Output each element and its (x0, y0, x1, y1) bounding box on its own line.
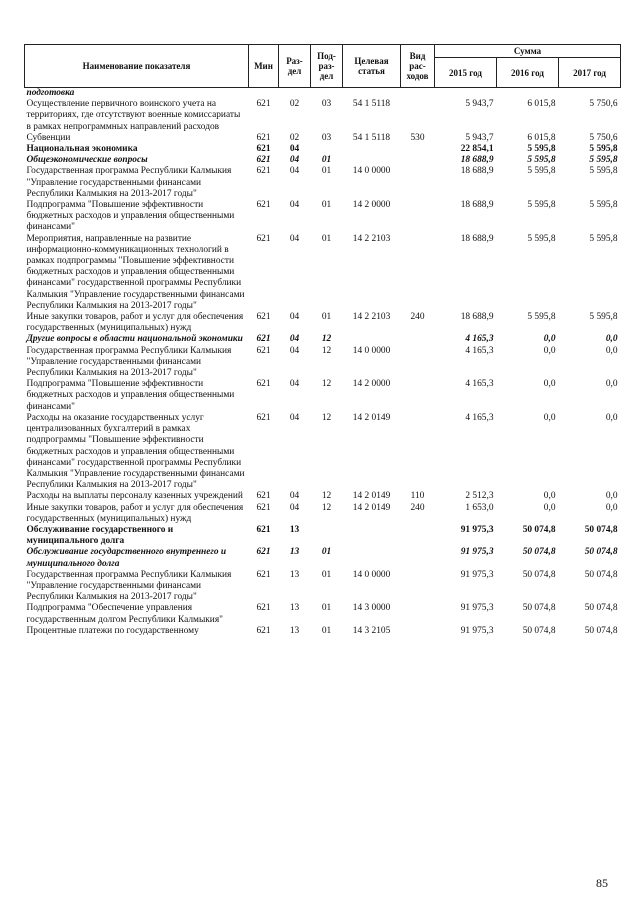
header-2015: 2015 год (435, 58, 497, 88)
cell-min: 621 (256, 412, 271, 423)
cell-2015: 91 975,3 (460, 625, 494, 636)
cell-2017: 5 595,8 (589, 233, 618, 244)
cell-name: Мероприятия, направленные на развитие информационно-коммуникационных технологий в рамках подпрограммы "Повышение эффективности бюджетных расходов и управления общественными финансами" государственной программы Республики Калмыкия "Управление государственными финансами Республики Калмыкия на 2013-2017 годы" (26, 233, 245, 311)
table-row (25, 144, 621, 155)
cell-name: Иные закупки товаров, работ и услуг для обеспечения государственных (муниципальных) нужд (26, 312, 244, 334)
cell-vid (401, 603, 435, 625)
cell-target (343, 334, 401, 345)
cell-podrazdel: 01 (321, 166, 332, 177)
cell-razdel: 04 (289, 200, 300, 211)
cell-target: 54 1 5118 (352, 99, 391, 110)
cell-vid (401, 413, 435, 491)
cell-podrazdel: 01 (321, 603, 332, 614)
cell-name: Подпрограмма "Обеспечение управления государственным долгом Республики Калмыкия" (26, 603, 223, 625)
cell-razdel: 13 (289, 625, 300, 636)
cell-2016: 5 595,8 (527, 166, 556, 177)
cell-podrazdel: 01 (321, 625, 332, 636)
cell-2015 (435, 88, 497, 100)
header-2016: 2016 год (497, 58, 559, 88)
cell-vid (401, 99, 435, 133)
cell-2017: 0,0 (605, 334, 618, 345)
cell-vid (401, 626, 435, 637)
cell-vid (401, 234, 435, 312)
cell-razdel: 04 (289, 233, 300, 244)
cell-target: 14 2 0000 (352, 379, 391, 390)
cell-razdel: 04 (289, 312, 300, 323)
cell-razdel: 04 (289, 155, 300, 166)
cell-name: Иные закупки товаров, работ и услуг для обеспечения государственных (муниципальных) нужд (26, 502, 244, 524)
cell-min: 621 (256, 502, 271, 513)
table-row (25, 379, 621, 413)
cell-target (343, 547, 401, 569)
cell-name: Государственная программа Республики Калмыкия "Управление государственными финансами Республики Калмыкия на 2013-2017 годы" (26, 569, 232, 603)
cell-target: 14 2 2103 (352, 233, 391, 244)
cell-2016: 0,0 (543, 502, 556, 513)
cell-name: Расходы на выплаты персоналу казенных учреждений (26, 491, 243, 502)
cell-min: 621 (256, 312, 271, 323)
cell-2016: 5 595,8 (527, 200, 556, 211)
cell-name: Национальная экономика (26, 144, 138, 155)
cell-2016: 0,0 (543, 412, 556, 423)
cell-2016: 0,0 (543, 491, 556, 502)
cell-vid: 110 (410, 491, 425, 502)
table-row (25, 503, 621, 525)
cell-target: 14 3 2105 (352, 625, 391, 636)
cell-min: 621 (256, 625, 271, 636)
cell-name: Обслуживание государственного и муниципального долга (26, 524, 174, 547)
cell-2016: 5 595,8 (527, 144, 556, 155)
header-razdel: Раз- дел (279, 45, 311, 88)
cell-2017: 5 750,6 (589, 132, 618, 143)
cell-2015: 18 688,9 (460, 155, 494, 166)
cell-target: 14 2 0149 (352, 502, 391, 513)
table-row (25, 99, 621, 133)
cell-2015: 2 512,3 (465, 491, 494, 502)
cell-min: 621 (256, 491, 271, 502)
cell-razdel: 04 (289, 166, 300, 177)
cell-min: 621 (256, 524, 271, 535)
table-row (25, 603, 621, 625)
cell-razdel: 04 (289, 144, 300, 155)
cell-vid (401, 166, 435, 200)
cell-min: 621 (256, 155, 271, 166)
cell-razdel: 13 (289, 524, 300, 535)
cell-target: 14 2 0149 (352, 412, 391, 423)
table-row (25, 166, 621, 200)
cell-razdel: 13 (289, 603, 300, 614)
table-row (25, 155, 621, 166)
cell-podrazdel: 03 (321, 132, 332, 143)
header-statya: Целевая статья (343, 45, 401, 88)
cell-podrazdel: 12 (321, 412, 332, 423)
cell-vid (401, 88, 435, 100)
cell-min: 621 (256, 345, 271, 356)
table-row (25, 346, 621, 380)
cell-podrazdel: 12 (321, 345, 332, 356)
cell-2015: 18 688,9 (460, 312, 494, 323)
cell-2017: 5 595,8 (589, 312, 618, 323)
cell-razdel: 02 (289, 132, 300, 143)
cell-2017: 50 074,8 (584, 547, 618, 558)
cell-vid (401, 144, 435, 155)
cell-2017: 5 595,8 (589, 155, 618, 166)
cell-podrazdel: 01 (321, 547, 332, 558)
cell-target (343, 155, 401, 166)
cell-name: Государственная программа Республики Калмыкия "Управление государственными финансами Республики Калмыкия на 2013-2017 годы" (26, 345, 232, 379)
cell-min: 621 (256, 603, 271, 614)
cell-podrazdel (311, 88, 343, 100)
cell-name: Подпрограмма "Повышение эффективности бюджетных расходов и управления общественными финансами" (26, 200, 235, 233)
cell-min: 621 (256, 144, 271, 155)
cell-razdel: 04 (289, 334, 300, 345)
cell-2017: 5 595,8 (589, 144, 618, 155)
header-vid: Вид рас- ходов (401, 45, 435, 88)
header-2017: 2017 год (559, 58, 621, 88)
cell-2017: 0,0 (605, 502, 618, 513)
cell-2017: 0,0 (605, 345, 618, 356)
cell-podrazdel: 01 (321, 155, 332, 166)
cell-name: Государственная программа Республики Калмыкия "Управление государственными финансами Республики Калмыкия на 2013-2017 годы" (26, 166, 232, 199)
cell-target: 14 0 0000 (352, 345, 391, 356)
budget-table (24, 44, 621, 637)
cell-min: 621 (256, 379, 271, 390)
cell-2017: 50 074,8 (584, 625, 618, 636)
cell-razdel: 04 (289, 502, 300, 513)
cell-2016: 0,0 (543, 334, 556, 345)
cell-razdel: 02 (289, 99, 300, 110)
cell-target (343, 525, 401, 547)
cell-vid: 240 (410, 502, 425, 513)
cell-podrazdel: 12 (321, 491, 332, 502)
cell-name: Другие вопросы в области национальной экономики (26, 334, 243, 345)
cell-target: 54 1 5118 (352, 132, 391, 143)
cell-2015: 22 854,1 (460, 144, 494, 155)
cell-min: 621 (256, 334, 271, 345)
table-row (25, 570, 621, 604)
cell-min: 621 (256, 200, 271, 211)
cell-name: Подпрограмма "Повышение эффективности бюджетных расходов и управления общественными финансами" (26, 379, 235, 412)
table-row (25, 334, 621, 345)
cell-2017: 50 074,8 (584, 603, 618, 614)
cell-2015: 1 653,0 (465, 502, 494, 513)
cell-name: Общеэкономические вопросы (26, 155, 148, 166)
cell-2016: 50 074,8 (522, 547, 556, 558)
cell-vid (401, 200, 435, 234)
cell-podrazdel: 01 (321, 569, 332, 580)
cell-2017: 5 750,6 (589, 99, 618, 110)
cell-2016: 0,0 (543, 379, 556, 390)
cell-2015: 18 688,9 (460, 200, 494, 211)
cell-podrazdel: 12 (321, 379, 332, 390)
cell-min: 621 (256, 166, 271, 177)
cell-target: 14 3 0000 (352, 603, 391, 614)
cell-razdel (279, 88, 311, 100)
cell-name: Осуществление первичного воинского учета на территориях, где отсутствуют военные комиссариаты в рамках непрограммных направлений расходов (26, 99, 241, 132)
cell-target: 14 0 0000 (352, 569, 391, 580)
cell-target (343, 88, 401, 100)
header-name: Наименование показателя (25, 45, 249, 88)
cell-podrazdel: 03 (321, 99, 332, 110)
cell-name: Субвенции (26, 132, 71, 143)
cell-2016: 50 074,8 (522, 569, 556, 580)
cell-2016: 6 015,8 (527, 99, 556, 110)
cell-target: 14 2 2103 (352, 312, 391, 323)
cell-vid (401, 547, 435, 569)
cell-2015: 18 688,9 (460, 166, 494, 177)
cell-2015: 4 165,3 (465, 379, 494, 390)
cell-2017: 5 595,8 (589, 166, 618, 177)
cell-razdel: 04 (289, 379, 300, 390)
cell-vid (401, 155, 435, 166)
cell-target (343, 144, 401, 155)
cell-name: подготовка (26, 88, 75, 98)
cell-min: 621 (256, 233, 271, 244)
cell-podrazdel (311, 525, 343, 547)
table-row (25, 547, 621, 569)
cell-razdel: 04 (289, 412, 300, 423)
table-row (25, 234, 621, 312)
table-body (25, 88, 621, 637)
cell-2015: 91 975,3 (460, 524, 494, 535)
cell-name: Обслуживание государственного внутреннего и муниципального долга (26, 547, 227, 569)
table-row (25, 525, 621, 547)
cell-2015: 91 975,3 (460, 547, 494, 558)
cell-min: 621 (256, 99, 271, 110)
cell-2015: 4 165,3 (465, 412, 494, 423)
cell-target: 14 2 0000 (352, 200, 391, 211)
cell-2015: 91 975,3 (460, 569, 494, 580)
cell-2017: 0,0 (605, 379, 618, 390)
cell-2016 (497, 88, 559, 100)
cell-2015: 4 165,3 (465, 334, 494, 345)
table-row (25, 133, 621, 144)
cell-razdel: 13 (289, 569, 300, 580)
table-row (25, 626, 621, 637)
cell-2015: 4 165,3 (465, 345, 494, 356)
cell-target: 14 0 0000 (352, 166, 391, 177)
cell-2016: 6 015,8 (527, 132, 556, 143)
cell-2016: 5 595,8 (527, 155, 556, 166)
cell-podrazdel: 01 (321, 200, 332, 211)
cell-vid (401, 346, 435, 380)
cell-podrazdel: 12 (321, 334, 332, 345)
cell-vid (401, 379, 435, 413)
cell-2015: 91 975,3 (460, 603, 494, 614)
cell-2016: 5 595,8 (527, 312, 556, 323)
cell-2017: 50 074,8 (584, 524, 618, 535)
cell-2015: 5 943,7 (465, 99, 494, 110)
page-number: 85 (596, 876, 608, 890)
cell-2017: 50 074,8 (584, 569, 618, 580)
cell-target: 14 2 0149 (352, 491, 391, 502)
cell-min: 621 (256, 132, 271, 143)
cell-vid (401, 525, 435, 547)
cell-vid: 530 (410, 132, 425, 143)
cell-vid (401, 570, 435, 604)
cell-min (249, 88, 279, 100)
cell-2017 (559, 88, 621, 100)
cell-min: 621 (256, 547, 271, 558)
cell-2017: 0,0 (605, 412, 618, 423)
cell-2016: 0,0 (543, 345, 556, 356)
table-header (25, 45, 621, 88)
cell-2017: 0,0 (605, 491, 618, 502)
cell-2016: 50 074,8 (522, 603, 556, 614)
cell-razdel: 04 (289, 345, 300, 356)
cell-name: Расходы на оказание государственных услуг централизованных бухгалтерий в рамках подпрограммы "Повышение эффективности бюджетных расходов и управления общественными финансами" государственной программы Республики Калмыкия "Управление государственными финансами Республики Калмыкия на 2013-2017 годы" (26, 412, 245, 491)
cell-podrazdel: 12 (321, 502, 332, 513)
table-row (25, 88, 621, 100)
cell-2016: 50 074,8 (522, 625, 556, 636)
cell-2017: 5 595,8 (589, 200, 618, 211)
table-row (25, 312, 621, 334)
cell-2015: 18 688,9 (460, 233, 494, 244)
header-min: Мин (249, 45, 279, 88)
cell-vid (401, 334, 435, 345)
cell-podrazdel (311, 144, 343, 155)
cell-podrazdel: 01 (321, 233, 332, 244)
header-summa: Сумма (435, 45, 621, 58)
cell-vid: 240 (410, 312, 425, 323)
header-podrazdel: Под- раз- дел (311, 45, 343, 88)
table-row (25, 491, 621, 502)
cell-2016: 5 595,8 (527, 233, 556, 244)
table-row (25, 200, 621, 234)
cell-min: 621 (256, 569, 271, 580)
cell-2015: 5 943,7 (465, 132, 494, 143)
cell-razdel: 04 (289, 491, 300, 502)
cell-razdel: 13 (289, 547, 300, 558)
cell-2016: 50 074,8 (522, 524, 556, 535)
cell-name: Процентные платежи по государственному (26, 625, 199, 636)
table-row (25, 413, 621, 491)
cell-podrazdel: 01 (321, 312, 332, 323)
